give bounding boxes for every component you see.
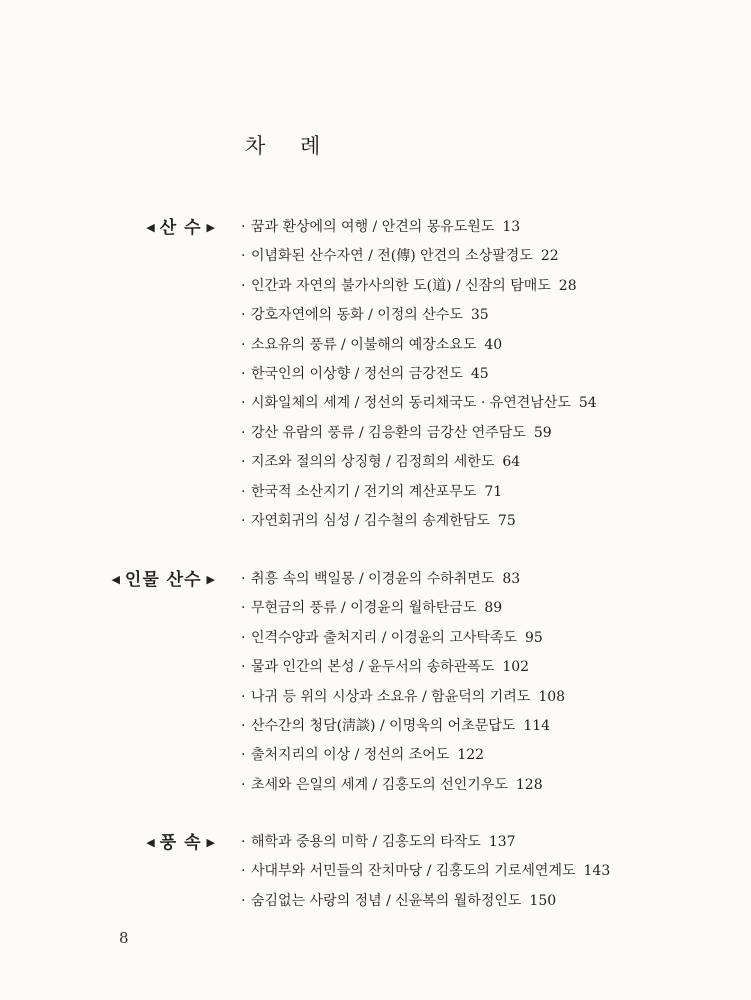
section-label [146,828,215,857]
toc-entry[interactable]: · 숨김없는 사랑의 정념 / 신윤복의 월하정인도 150 [241,892,557,909]
entry-page: 75 [497,512,516,529]
entry-page: 45 [470,365,489,382]
entry-page: 22 [540,248,559,265]
triangle-right-icon: ▶ [206,836,215,849]
toc-entry[interactable]: · 무현금의 풍류 / 이경윤의 월하탄금도 89 [241,600,503,617]
entry-title: 시화일체의 세계 / 정선의 동리채국도 · 유연견남산도 [251,395,571,412]
entry-title: 한국적 소산지기 / 전기의 계산포무도 [251,483,477,500]
entry-title: 물과 인간의 본성 / 윤두서의 송하관폭도 [251,659,495,676]
entry-page: 114 [523,717,551,734]
entry-title: 지조와 절의의 상징형 / 김정희의 세한도 [251,454,495,471]
entry-title: 한국인의 이상향 / 정선의 금강전도 [251,365,463,382]
section-label-text: 풍 속 [159,833,202,853]
entry-list [241,213,597,536]
entry-title: 이념화된 산수자연 / 전(傳) 안견의 소상팔경도 [251,248,533,265]
entry-title: 꿈과 환상에의 여행 / 안견의 몽유도원도 [251,219,495,235]
triangle-left-icon: ◀ [146,836,155,849]
entry-title: 인격수양과 출처지리 / 이경윤의 고사탁족도 [251,629,517,646]
entry-page: 40 [484,336,503,353]
entry-title: 강산 유람의 풍류 / 김응환의 금강산 연주담도 [251,424,526,441]
toc-entry[interactable]: · 이념화된 산수자연 / 전(傳) 안견의 소상팔경도 22 [241,248,559,265]
section-label-text: 산 수 [159,218,202,238]
toc-entry[interactable]: · 인간과 자연의 불가사의한 도(道) / 신잠의 탐매도 28 [241,277,577,294]
toc-entry[interactable]: · 해학과 중용의 미학 / 김홍도의 타작도 137 [241,834,516,850]
toc-entry[interactable]: · 강호자연에의 동화 / 이정의 산수도 35 [241,307,489,324]
entry-page: 95 [524,629,543,646]
entry-page: 64 [502,454,521,471]
toc-entry[interactable]: · 나귀 등 위의 시상과 소요유 / 함윤덕의 기려도 108 [241,688,566,705]
section-label-text: 인물 산수 [124,570,202,590]
entry-page: 28 [558,277,577,294]
triangle-left-icon: ◀ [146,221,155,234]
triangle-right-icon: ▶ [206,221,215,234]
entry-title: 산수간의 청담(淸談) / 이명욱의 어초문답도 [251,717,516,734]
toc-entry[interactable]: · 자연회귀의 심성 / 김수철의 송계한담도 75 [241,512,516,529]
toc-entry[interactable]: · 물과 인간의 본성 / 윤두서의 송하관폭도 102 [241,659,530,676]
triangle-left-icon: ◀ [111,573,120,586]
entry-title: 강호자연에의 동화 / 이정의 산수도 [251,307,463,324]
entry-page: 102 [502,659,530,676]
entry-page: 83 [502,571,521,587]
entry-page: 13 [502,219,521,235]
section-label [111,565,215,594]
entry-list [241,828,610,916]
entry-page: 35 [470,307,489,324]
entry-title: 출처지리의 이상 / 정선의 조어도 [251,747,450,764]
entry-page: 128 [515,776,543,793]
entry-page: 122 [457,747,485,764]
section-label [146,213,215,242]
entry-page: 108 [538,688,566,705]
toc-entry[interactable]: · 사대부와 서민들의 잔치마당 / 김홍도의 기로세연계도 143 [241,863,611,880]
entry-list [241,565,565,800]
entry-title: 해학과 중용의 미학 / 김홍도의 타작도 [251,834,481,850]
toc-entry[interactable]: · 강산 유람의 풍류 / 김응환의 금강산 연주담도 59 [241,424,552,441]
toc-entry[interactable]: · 소요유의 풍류 / 이불해의 예장소요도 40 [241,336,503,353]
toc-entry[interactable]: · 시화일체의 세계 / 정선의 동리채국도 · 유연견남산도 54 [241,395,597,412]
entry-page: 71 [484,483,503,500]
entry-page: 59 [533,424,552,441]
page-number: 8 [119,929,129,947]
entry-title: 인간과 자연의 불가사의한 도(道) / 신잠의 탐매도 [251,277,551,294]
entry-title: 나귀 등 위의 시상과 소요유 / 함윤덕의 기려도 [251,688,531,705]
toc-entry[interactable]: · 산수간의 청담(淸談) / 이명욱의 어초문답도 114 [241,717,551,734]
entry-title: 사대부와 서민들의 잔치마당 / 김홍도의 기로세연계도 [251,863,576,880]
entry-page: 54 [578,395,597,412]
triangle-right-icon: ▶ [206,573,215,586]
entry-title: 숨김없는 사랑의 정념 / 신윤복의 월하정인도 [251,892,522,909]
toc-entry[interactable]: · 출처지리의 이상 / 정선의 조어도 122 [241,747,485,764]
toc-entry[interactable]: · 한국적 소산지기 / 전기의 계산포무도 71 [241,483,503,500]
entry-title: 무현금의 풍류 / 이경윤의 월하탄금도 [251,600,477,617]
page-title: 차 례 [245,134,335,158]
entry-page: 143 [583,863,611,880]
toc-entry[interactable]: · 지조와 절의의 상징형 / 김정희의 세한도 64 [241,454,521,471]
entry-title: 초세와 은일의 세계 / 김홍도의 선인기우도 [251,776,508,793]
entry-title: 자연회귀의 심성 / 김수철의 송계한담도 [251,512,490,529]
toc-entry[interactable]: · 한국인의 이상향 / 정선의 금강전도 45 [241,365,489,382]
entry-page: 89 [484,600,503,617]
entry-page: 150 [529,892,557,909]
entry-title: 소요유의 풍류 / 이불해의 예장소요도 [251,336,477,353]
toc-entry[interactable]: · 초세와 은일의 세계 / 김홍도의 선인기우도 128 [241,776,543,793]
entry-page: 137 [488,834,516,850]
toc-entry[interactable]: · 취흥 속의 백일몽 / 이경윤의 수하취면도 83 [241,571,521,587]
entry-title: 취흥 속의 백일몽 / 이경윤의 수하취면도 [251,571,495,587]
toc-entry[interactable]: · 인격수양과 출처지리 / 이경윤의 고사탁족도 95 [241,629,543,646]
toc-entry[interactable]: · 꿈과 환상에의 여행 / 안견의 몽유도원도 13 [241,219,521,235]
